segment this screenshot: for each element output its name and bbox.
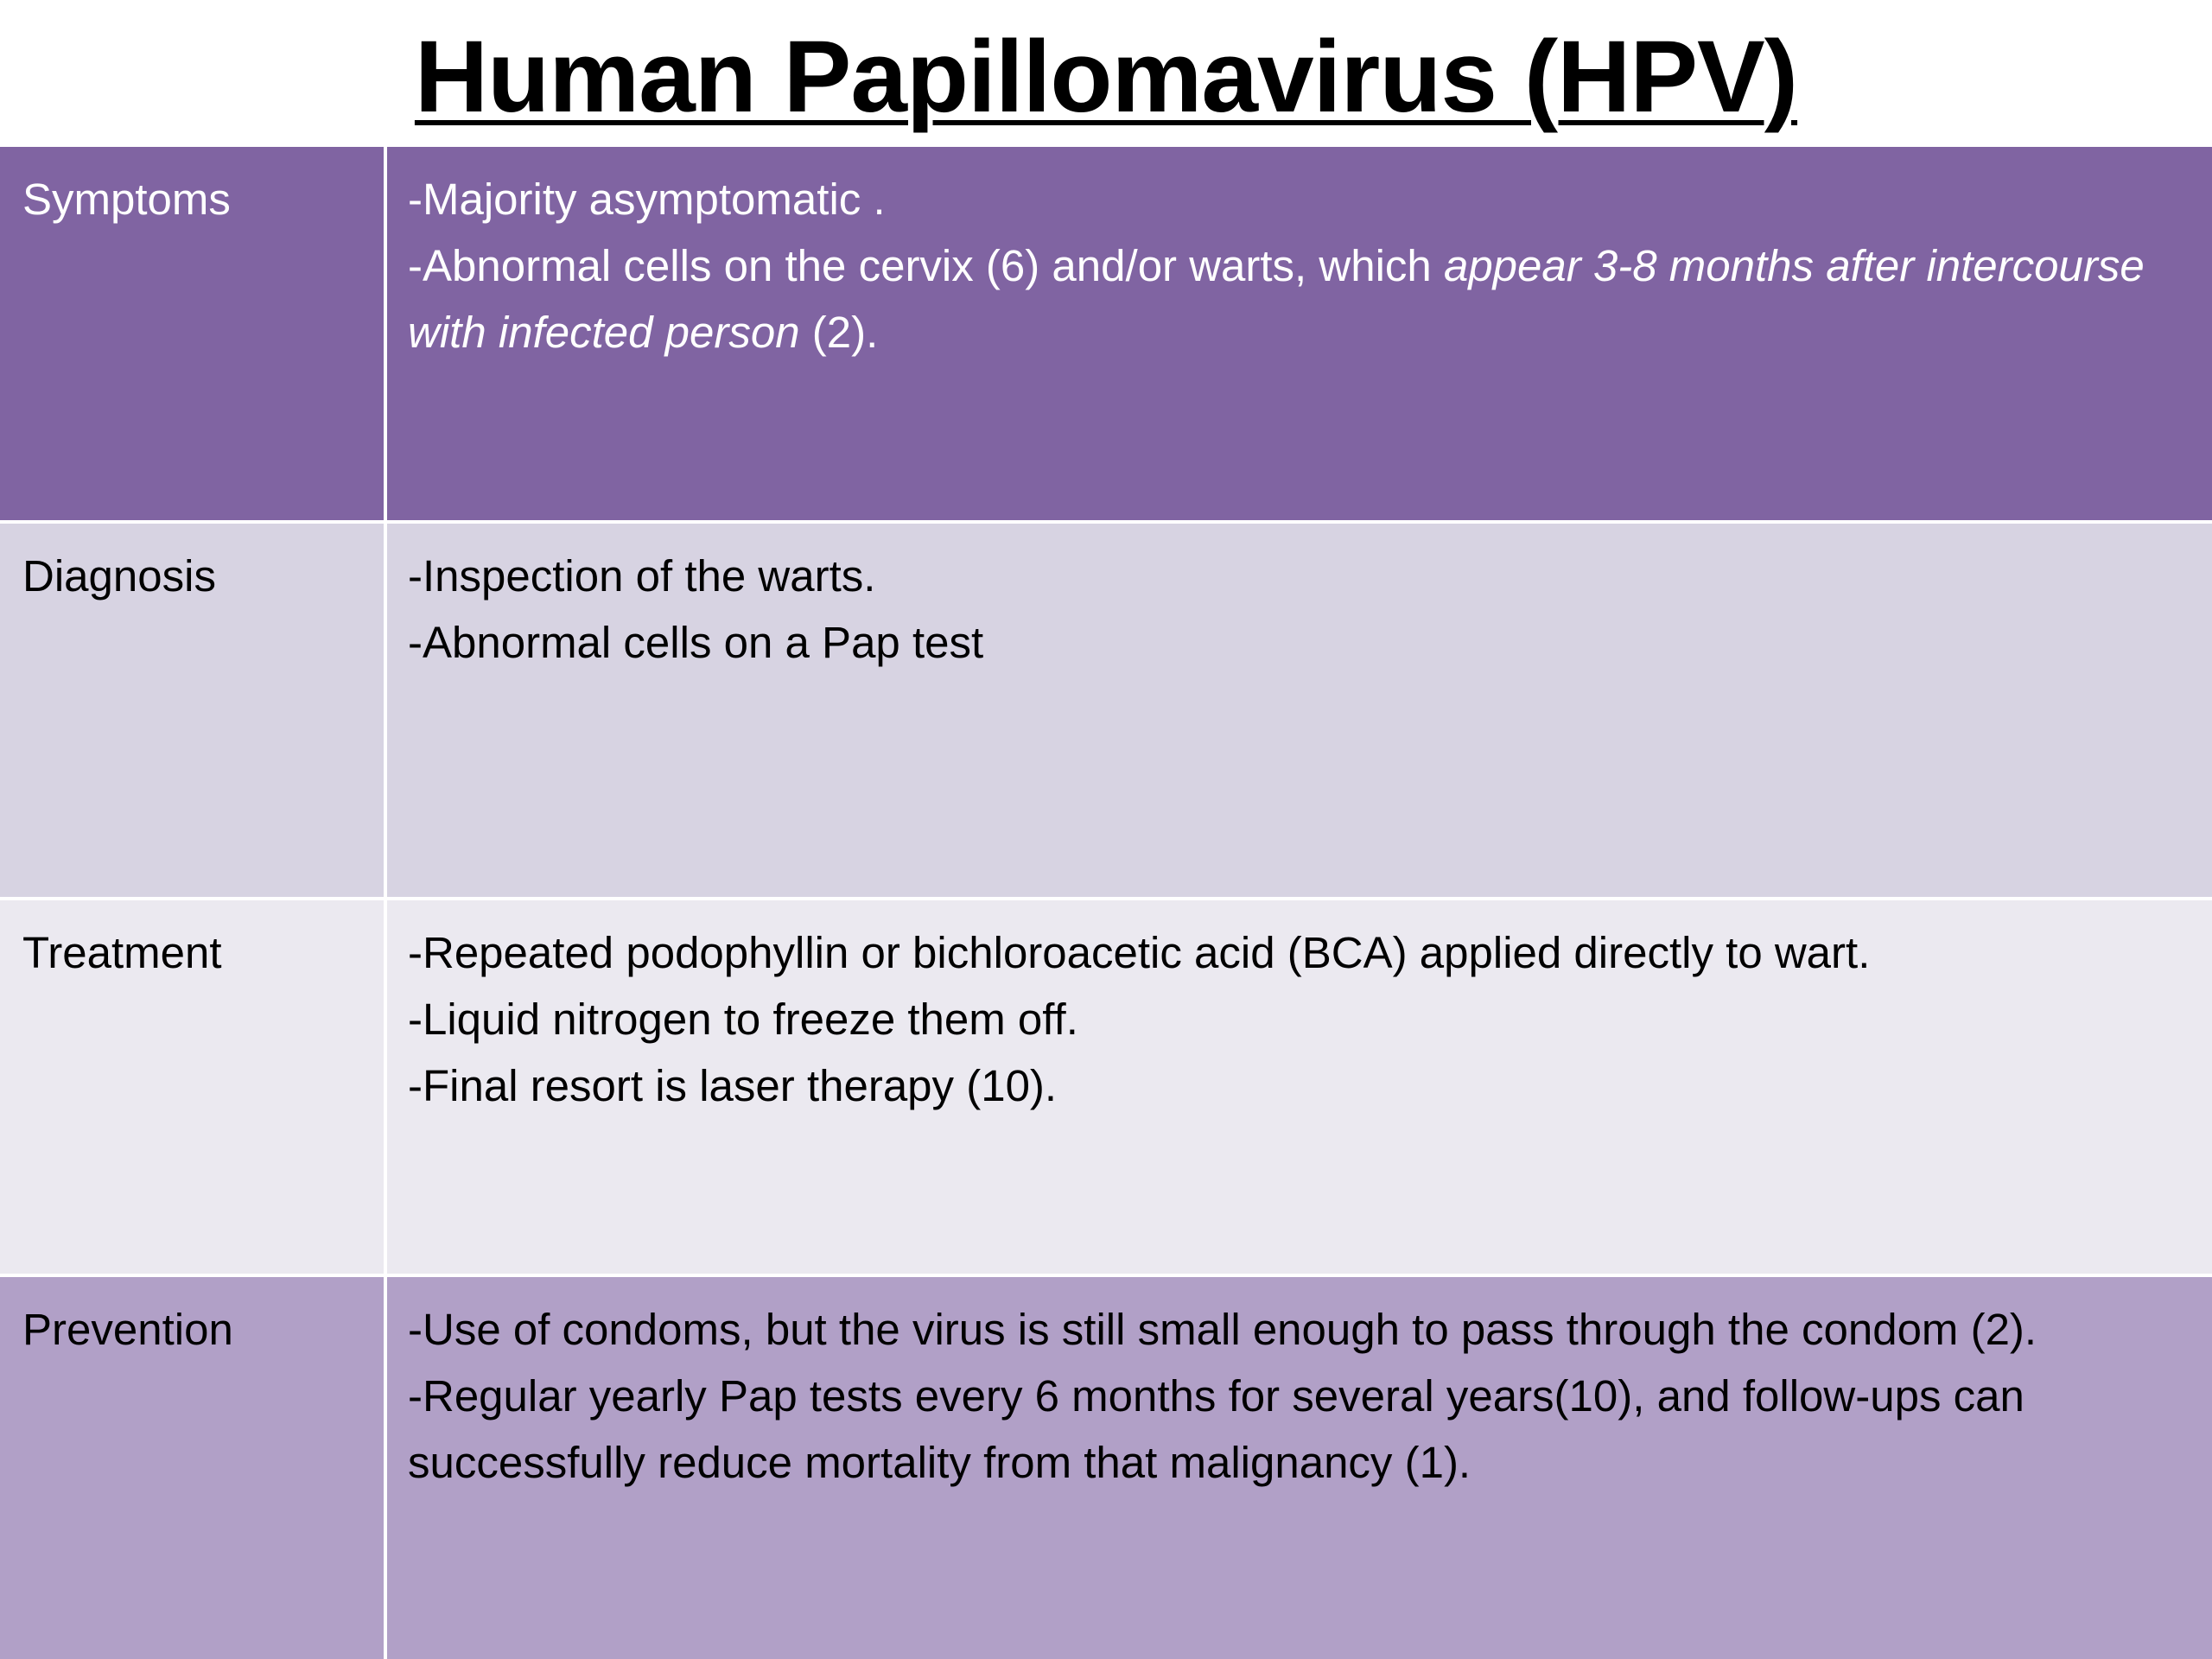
row-content-diagnosis <box>387 524 2212 900</box>
diagnosis-line-1: -Inspection of the warts. <box>408 551 876 601</box>
prevention-line-1: -Use of condoms, but the virus is still small enough to pass through the condom (2). <box>408 1305 2037 1354</box>
treatment-line-3: -Final resort is laser therapy (10). <box>408 1061 1058 1110</box>
row-content-prevention <box>387 1277 2212 1659</box>
row-label-treatment: Treatment <box>0 900 387 1277</box>
hpv-table <box>0 147 2212 1659</box>
symptoms-line-2-suffix: (2). <box>799 308 879 357</box>
treatment-line-1: -Repeated podophyllin or bichloroacetic acid (BCA) applied directly to wart. <box>408 928 1871 977</box>
row-content-treatment <box>387 900 2212 1277</box>
prevention-line-2: -Regular yearly Pap tests every 6 months for several years(10), and follow-ups can successfully reduce mortality from that malignancy (1). <box>408 1371 2024 1487</box>
page-title <box>0 12 2212 142</box>
row-content-symptoms <box>387 147 2212 524</box>
symptoms-line-2 <box>408 232 2195 365</box>
symptoms-line-1: -Majority asymptomatic . <box>408 175 886 224</box>
symptoms-line-2-italic: appear 3-8 months after intercourse with infected person <box>408 241 2145 357</box>
page-title-text: Human Papillomavirus (HPV) <box>414 20 1798 134</box>
symptoms-line-2-text: -Abnormal cells on the cervix (6) and/or warts, which <box>408 241 1444 290</box>
diagnosis-line-2: -Abnormal cells on a Pap test <box>408 618 984 667</box>
treatment-line-2: -Liquid nitrogen to freeze them off. <box>408 995 1078 1044</box>
row-label-diagnosis: Diagnosis <box>0 524 387 900</box>
row-label-symptoms: Symptoms <box>0 147 387 524</box>
row-label-prevention: Prevention <box>0 1277 387 1659</box>
